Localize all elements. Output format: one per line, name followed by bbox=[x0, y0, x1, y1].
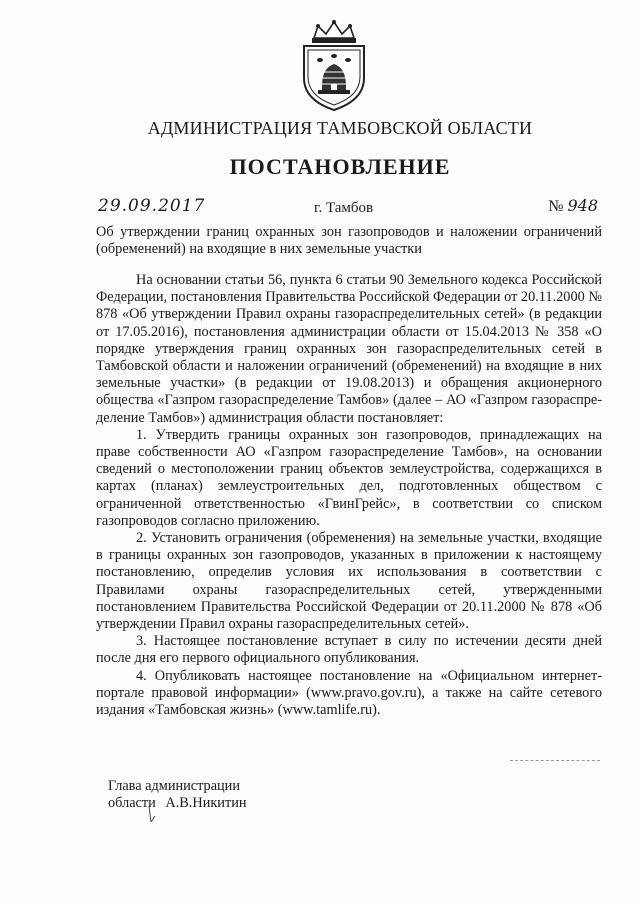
coat-of-arms-icon bbox=[292, 20, 376, 112]
item-3-paragraph: 3. Настоящее постановление вступает в силу по истечении десяти дней после дня его первого официального опубликования. bbox=[96, 633, 602, 667]
document-city: г. Тамбов bbox=[314, 200, 374, 216]
organization-title: АДМИНИСТРАЦИЯ ТАМБОВСКОЙ ОБЛАСТИ bbox=[147, 118, 533, 138]
preamble-paragraph: На основании статьи 56, пункта 6 статьи 90 Земельного кодекса Российской Федерации, постановления Правительства Российской Федерации от 20.11.2000 № 878 «Об утверждении Правил охраны газораспределительных сетей» (в редакции от 17.05.2016), постановления администрации области от 15.04.2013 № 358 «О порядке утверждения границ охранных зон газораспределительных сетей в Тамбовской области и наложении ограничений (обременений) на входящие в них земельные участки» (в редакции от 19.08.2013) и обращения акционерного общества «Газпром газораспределение Тамбов» (далее – АО «Газпром газораспре-деление Тамбов») администрация области постановляет: bbox=[96, 272, 602, 426]
decorative-dash bbox=[510, 760, 600, 763]
document-date: 29.09.2017 bbox=[98, 196, 206, 216]
number-value: 948 bbox=[567, 196, 598, 215]
item-1-paragraph: 1. Утвердить границы охранных зон газопроводов, принадлежащих на праве собственности АО «Газпром газораспределение Тамбов», на основании сведений о местоположении границ объектов землеустройства, содержащихся в картах (планах) землеустроительных дел, подготовленных обществом с ограниченной ответственностью «ГвинГрейс», в соответствии со списком газопроводов согласно приложению. bbox=[96, 426, 602, 529]
signatory-name: А.В.Никитин bbox=[165, 795, 247, 811]
document-meta bbox=[98, 198, 598, 220]
item-4-paragraph: 4. Опубликовать настоящее постановление на «Официальном интернет-портале правовой информации» (www.pravo.gov.ru), а также на сайте сетевого издания «Тамбовская жизнь» (www.tamlife.ru). bbox=[96, 667, 602, 719]
item-2-paragraph: 2. Установить ограничения (обременения) на земельные участки, входящие в границы охранных зон газопроводов, указанных в приложении к настоящему постановлению, определив условия их использования в соответствии с Правилами охраны газораспределительных сетей, утвержденными постановлением Правительства Российской Федерации от 20.11.2000 № 878 «Об утверждении Правил охраны газораспределительных сетей». bbox=[96, 530, 602, 633]
signature-position-line2-row bbox=[108, 795, 247, 812]
document-body bbox=[96, 272, 602, 719]
number-sign: № bbox=[548, 198, 564, 215]
signature-position-line1: Глава администрации bbox=[108, 778, 240, 794]
signature-block bbox=[108, 778, 247, 812]
document-type-heading: ПОСТАНОВЛЕНИЕ bbox=[229, 154, 451, 179]
document-number bbox=[548, 196, 598, 216]
document-subject: Об утверждении границ охранных зон газопроводов и наложении ограничений (обременений) на входящие в них земельные участки bbox=[96, 224, 602, 257]
signature-mark-icon bbox=[145, 804, 163, 824]
signature-position-line2: области bbox=[108, 795, 156, 811]
